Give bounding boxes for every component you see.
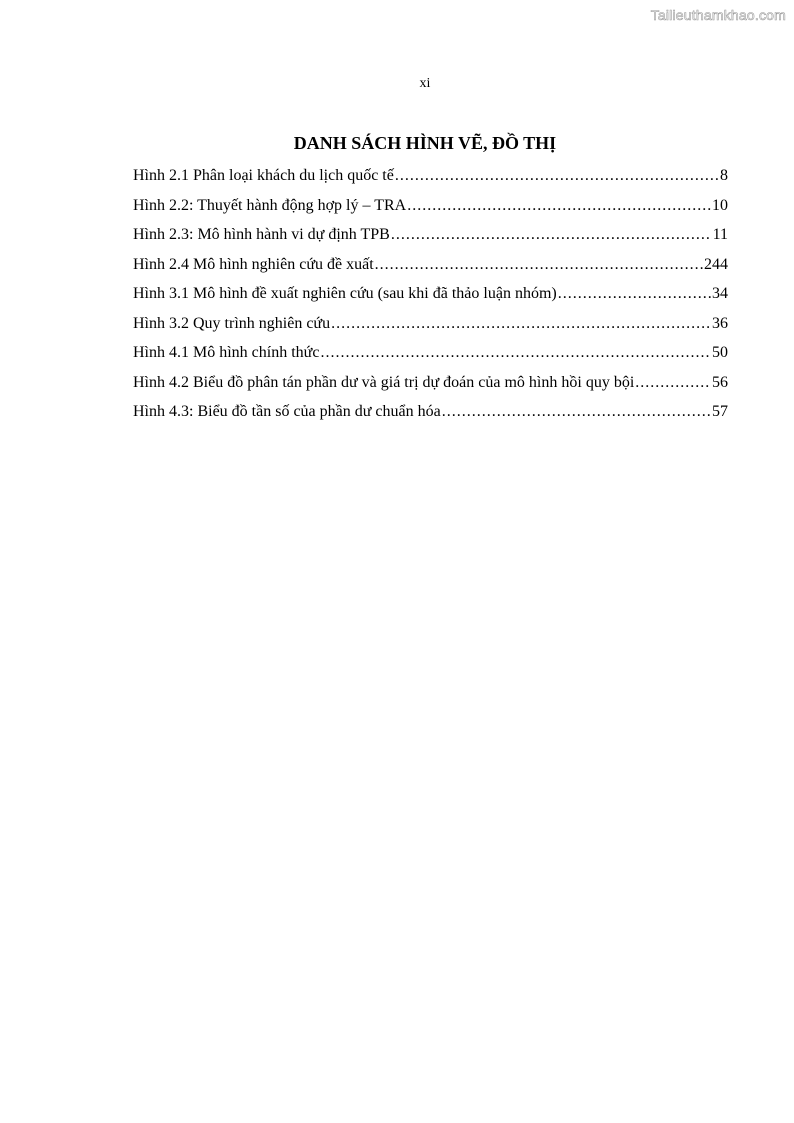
dot-leader [635, 371, 711, 395]
toc-entry-label: Hình 3.2 Quy trình nghiên cứu [133, 314, 331, 332]
toc-entry[interactable] [133, 223, 728, 253]
dot-leader [407, 194, 711, 218]
toc-entry-label: Hình 2.3: Mô hình hành vi dự định TPB [133, 226, 390, 243]
toc-entry-page: 11 [712, 226, 728, 243]
toc-entry-label: Hình 3.1 Mô hình đề xuất nghiên cứu (sau khi đã thảo luận nhóm) [133, 285, 557, 302]
toc-entry-label: Hình 2.4 Mô hình nghiên cứu đề xuất [133, 255, 374, 273]
figure-list [133, 164, 728, 430]
toc-entry-page: 10 [712, 196, 728, 214]
toc-entry-label: Hình 4.1 Mô hình chính thức [133, 344, 320, 361]
toc-entry[interactable] [133, 371, 728, 401]
toc-entry-page: 56 [712, 373, 728, 391]
toc-entry-label: Hình 2.1 Phân loại khách du lịch quốc tế [133, 167, 394, 184]
toc-entry-page: 8 [720, 167, 728, 184]
toc-entry[interactable] [133, 312, 728, 342]
toc-entry[interactable] [133, 341, 728, 371]
toc-entry[interactable] [133, 194, 728, 224]
dot-leader [558, 282, 711, 306]
toc-entry-label: Hình 2.2: Thuyết hành động hợp lý – TRA [133, 196, 407, 214]
dot-leader [442, 400, 711, 424]
toc-entry[interactable] [133, 164, 728, 194]
dot-leader [320, 341, 711, 365]
toc-entry-label: Hình 4.3: Biểu đồ tần số của phần dư chuẩn hóa [133, 403, 441, 420]
watermark-text: Tailieuthamkhao.com [650, 7, 786, 23]
dot-leader [395, 164, 719, 188]
toc-entry[interactable] [133, 282, 728, 312]
toc-entry-page: 34 [712, 285, 728, 302]
dot-leader [331, 312, 711, 336]
toc-entry-page: 244 [704, 255, 728, 273]
toc-entry[interactable] [133, 400, 728, 430]
toc-entry-page: 57 [712, 403, 728, 420]
dot-leader [375, 253, 703, 277]
toc-entry-label: Hình 4.2 Biểu đồ phân tán phần dư và giá trị dự đoán của mô hình hồi quy bội [133, 373, 635, 391]
page-number: xi [419, 76, 431, 91]
toc-entry[interactable] [133, 253, 728, 283]
page-title: DANH SÁCH HÌNH VẼ, ĐỒ THỊ [293, 133, 557, 153]
toc-entry-page: 50 [712, 344, 728, 361]
toc-entry-page: 36 [712, 314, 728, 332]
dot-leader [391, 223, 712, 247]
